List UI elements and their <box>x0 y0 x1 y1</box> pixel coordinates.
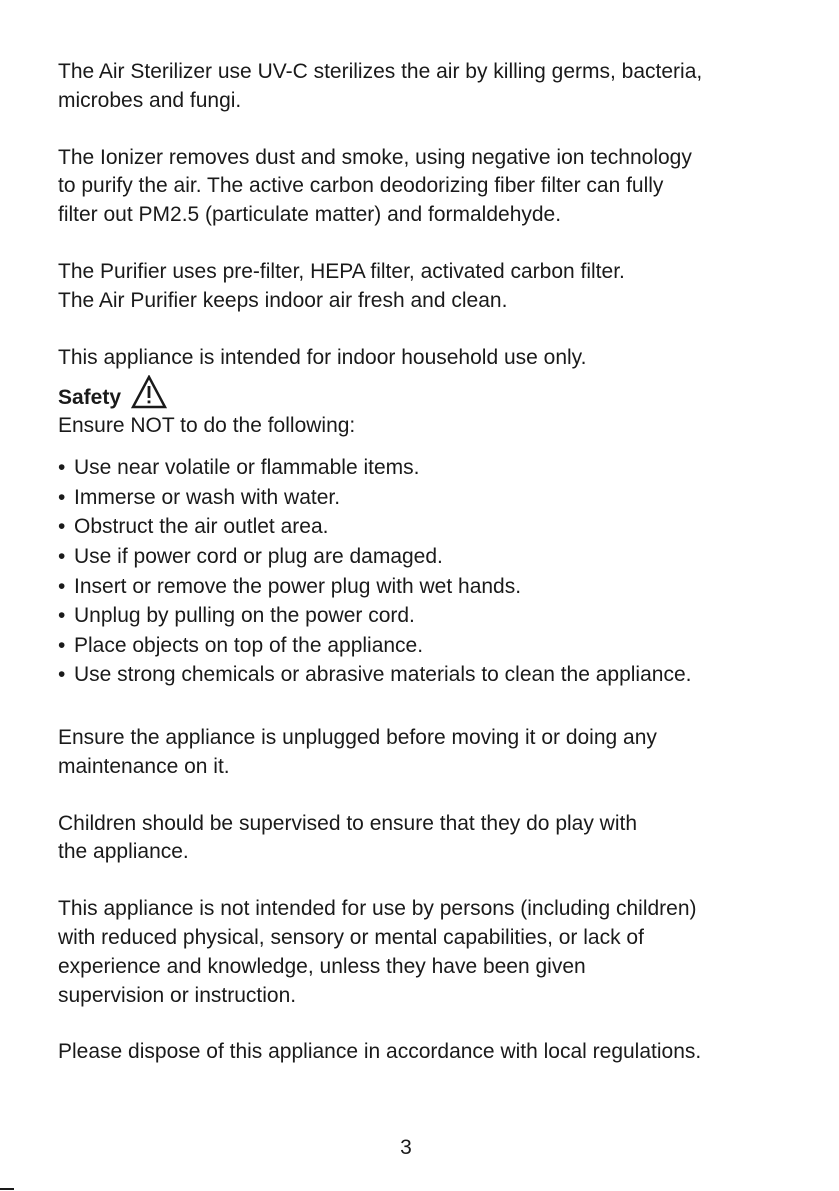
paragraph-line: experience and knowledge, unless they have been given <box>58 954 586 978</box>
bullet-marker: • <box>58 544 66 568</box>
paragraph-line: Please dispose of this appliance in accordance with local regulations. <box>58 1040 702 1064</box>
bullet-marker: • <box>58 485 66 509</box>
list-item <box>58 660 833 690</box>
list-item-text: Use near volatile or flammable items. <box>74 456 420 480</box>
list-item-text: Use if power cord or plug are damaged. <box>74 544 443 568</box>
bullet-marker: • <box>58 456 66 480</box>
purifier-paragraph <box>58 258 833 316</box>
paragraph-line: maintenance on it. <box>58 754 230 778</box>
bullet-marker: • <box>58 633 66 657</box>
children-supervision-paragraph <box>58 810 833 868</box>
warning-triangle-icon <box>131 375 167 409</box>
bullet-marker: • <box>58 663 66 687</box>
list-item <box>58 512 833 542</box>
list-item <box>58 483 833 513</box>
paragraph-line: supervision or instruction. <box>58 983 297 1007</box>
unplug-paragraph <box>58 724 833 782</box>
paragraph-line: The Purifier uses pre-filter, HEPA filter, activated carbon filter. <box>58 259 625 283</box>
safety-label: Safety <box>58 386 122 410</box>
bullet-marker: • <box>58 515 66 539</box>
paragraph-line: The Air Purifier keeps indoor air fresh and clean. <box>58 288 508 312</box>
paragraph-line: Children should be supervised to ensure that they do play with <box>58 811 638 835</box>
uv-sterilizer-paragraph <box>58 58 833 116</box>
capabilities-paragraph <box>58 895 833 1010</box>
indoor-use-paragraph <box>58 344 833 373</box>
list-item-text: Obstruct the air outlet area. <box>74 515 329 539</box>
paragraph-line: The Ionizer removes dust and smoke, using negative ion technology <box>58 145 692 169</box>
bullet-marker: • <box>58 574 66 598</box>
paragraph-line: Ensure the appliance is unplugged before moving it or doing any <box>58 725 657 749</box>
paragraph-line: microbes and fungi. <box>58 88 242 112</box>
paragraph-line: Ensure NOT to do the following: <box>58 414 356 438</box>
list-item <box>58 572 833 602</box>
paragraph-line: to purify the air. The active carbon deodorizing fiber filter can fully <box>58 174 664 198</box>
ensure-not-intro <box>58 412 833 441</box>
crop-mark <box>0 1188 14 1190</box>
page-number: 3 <box>400 1136 412 1159</box>
list-item <box>58 601 833 631</box>
list-item <box>58 542 833 572</box>
list-item-text: Immerse or wash with water. <box>74 485 341 509</box>
list-item <box>58 631 833 661</box>
paragraph-line: This appliance is not intended for use by persons (including children) <box>58 897 697 921</box>
list-item-text: Insert or remove the power plug with wet hands. <box>74 574 522 598</box>
ionizer-paragraph <box>58 144 833 230</box>
list-item <box>58 453 833 483</box>
paragraph-line: the appliance. <box>58 840 189 864</box>
paragraph-line: filter out PM2.5 (particulate matter) and formaldehyde. <box>58 203 562 227</box>
paragraph-line: with reduced physical, sensory or mental capabilities, or lack of <box>58 925 644 949</box>
paragraph-line: This appliance is intended for indoor household use only. <box>58 345 587 369</box>
list-item-text: Unplug by pulling on the power cord. <box>74 604 415 628</box>
bullet-marker: • <box>58 604 66 628</box>
paragraph-line: The Air Sterilizer use UV-C sterilizes the air by killing germs, bacteria, <box>58 60 703 83</box>
list-item-text: Place objects on top of the appliance. <box>74 633 424 657</box>
safety-heading <box>58 372 833 412</box>
disposal-paragraph <box>58 1038 833 1067</box>
manual-page <box>58 58 833 1067</box>
list-item-text: Use strong chemicals or abrasive materials to clean the appliance. <box>74 663 692 687</box>
safety-list <box>58 453 833 690</box>
